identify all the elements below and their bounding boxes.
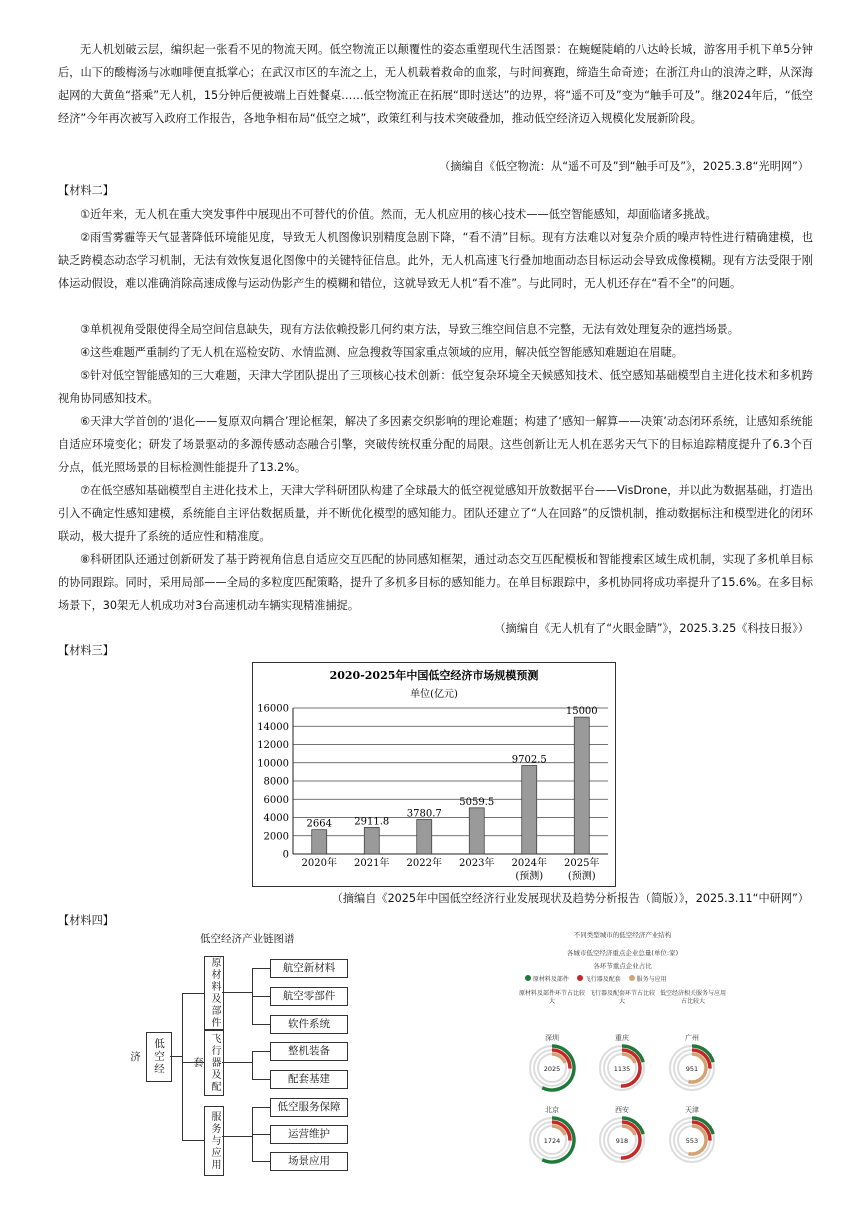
- y-tick-label: 12000: [257, 740, 289, 751]
- chart-title: 2020-2025年中国低空经济市场规模预测: [329, 669, 539, 682]
- bar-value-label: 9702.5: [511, 754, 547, 766]
- y-tick-label: 10000: [257, 758, 289, 770]
- tree-connector: [252, 1051, 270, 1052]
- industry-chain-diagram: [129, 928, 370, 1178]
- tree-item: 场景应用: [270, 1152, 348, 1171]
- bar: [574, 717, 589, 854]
- legend-label: 飞行器及配套: [584, 976, 621, 983]
- city-name: 广州: [685, 1034, 699, 1042]
- tree-connector: [252, 1024, 270, 1025]
- material3-source: （摘编自《2025年中国低空经济行业发展现状及趋势分析报告（简版）》，2025.3.11“中研网”）: [331, 892, 809, 905]
- tree-connector: [182, 993, 204, 994]
- tree-connector: [252, 1107, 270, 1108]
- material1-source: （摘编自《低空物流：从“遥不可及”到“触手可及”》，2025.3.8“光明网”）: [439, 160, 809, 173]
- bar-value-label: 2664: [306, 818, 332, 830]
- x-tick-label: 2023年: [459, 858, 495, 869]
- ring-category: 飞行器及配套环节占比较大: [589, 990, 656, 1005]
- tree-connector: [252, 968, 270, 969]
- material4-heading: 【材料四】: [58, 914, 114, 927]
- city-total: 2025: [543, 1065, 561, 1073]
- bar: [312, 830, 327, 854]
- tree-group-aircraft: 飞行器及配套: [204, 1030, 224, 1096]
- tree-connector: [222, 1136, 252, 1137]
- chart-subtitle: 单位(亿元): [410, 689, 458, 700]
- tree-root: 低空经济: [146, 1032, 172, 1082]
- city-structure-graphic: [515, 928, 730, 1168]
- tree-connector: [222, 992, 252, 993]
- material2-paragraph: ⑧科研团队还通过创新研发了基于跨视角信息自适应交互匹配的协同感知框架，通过动态交互匹配模板和智能搜索区域生成机制，实现了多机单目标的协同跟踪。同时，采用局部——全局的多粒度匹配策略，提升了多机多目标的感知能力。在单目标跟踪中，多机协同将成功率提升了15.6%。在多目标场景下，30架无人机成功对3台高速机动车辆实现精准捕捉。: [58, 553, 813, 612]
- ring-category: 低空经济相关服务与应用占比较大: [659, 990, 726, 1005]
- material2-source: （摘编自《无人机有了“火眼金睛”》，2025.3.25《科技日报》）: [494, 622, 809, 635]
- y-tick-label: 14000: [257, 721, 289, 733]
- material2-paragraph: ⑤针对低空智能感知的三大难题，天津大学团队提出了三项核心技术创新：低空复杂环境全天候感知技术、低空感知基础模型自主进化技术和多机跨视角协同感知技术。: [58, 369, 813, 405]
- city-total: 1724: [543, 1137, 561, 1145]
- material2-heading: 【材料二】: [58, 184, 114, 197]
- rings-title: 不同类型城市的低空经济产业结构: [573, 931, 672, 939]
- y-tick-label: 0: [282, 849, 289, 861]
- x-tick-label: 2025年: [564, 858, 600, 869]
- rings-subtitle: 各城市低空经济重点企业总量(单位:家): [566, 949, 679, 957]
- city-total: 1135: [613, 1065, 631, 1073]
- tree-item: 运营维护: [270, 1125, 348, 1144]
- tree-group-materials: 原材料及部件: [204, 956, 224, 1030]
- tree-connector: [222, 1062, 252, 1063]
- material2-paragraph: ③单机视角受限使得全局空间信息缺失，现有方法依赖投影几何约束方法，导致三维空间信息不完整，无法有效处理复杂的遮挡场景。: [80, 323, 739, 336]
- bar-value-label: 15000: [565, 706, 598, 718]
- bar-value-label: 2911.8: [354, 816, 390, 828]
- tree-item: 整机装备: [270, 1042, 348, 1061]
- market-size-bar-chart: [252, 662, 616, 887]
- bar-value-label: 5059.5: [459, 796, 495, 808]
- city-name: 深圳: [545, 1034, 559, 1042]
- x-tick-label: (预测): [515, 871, 544, 882]
- material2-paragraph: ④这些难题严重制约了无人机在巡检安防、水情监测、应急搜救等国家重点领域的应用，解决低空智能感知难题迫在眉睫。: [80, 346, 683, 359]
- y-tick-label: 16000: [257, 703, 289, 715]
- tree-item: 软件系统: [270, 1015, 348, 1034]
- tree-item: 低空服务保障: [270, 1098, 348, 1117]
- tree-connector: [182, 993, 183, 1141]
- bar: [469, 808, 484, 854]
- tree-connector: [252, 996, 270, 997]
- tree-item: 航空新材料: [270, 959, 348, 978]
- city-name: 天津: [685, 1106, 699, 1114]
- tree-connector: [170, 1056, 182, 1057]
- tree-item: 航空零部件: [270, 987, 348, 1006]
- x-tick-label: 2022年: [406, 858, 442, 869]
- legend-label: 服务与应用: [636, 976, 667, 983]
- city-name: 重庆: [615, 1034, 629, 1042]
- tree-connector: [252, 1079, 270, 1080]
- industry-chain-title: 低空经济产业链图谱: [200, 933, 295, 945]
- tree-connector: [252, 1051, 253, 1079]
- y-tick-label: 2000: [263, 831, 289, 843]
- material3-heading: 【材料三】: [58, 644, 114, 657]
- material2-paragraph: ①近年来，无人机在重大突发事件中展现出不可替代的价值。然而，无人机应用的核心技术——低空智能感知，却面临诸多挑战。: [80, 208, 717, 221]
- x-tick-label: 2021年: [354, 858, 390, 869]
- legend-label: 原材料及部件: [532, 976, 569, 983]
- y-tick-label: 6000: [263, 794, 289, 806]
- ring-category: 原材料及部件环节占比较大: [519, 990, 586, 1005]
- tree-item: 配套基建: [270, 1070, 348, 1089]
- material2-paragraph: ⑦在低空感知基础模型自主进化技术上，天津大学科研团队构建了全球最大的低空视觉感知开放数据平台——VisDrone，并以此为数据基础，打造出引入不确定性感知建模，系统能自主评估数据质量，并不断优化模型的感知能力。团队还建立了“人在回路”的反馈机制，推动数据标注和模型进化的闭环联动，极大提升了系统的适应性和精准度。: [58, 484, 813, 543]
- x-tick-label: 2020年: [301, 858, 337, 869]
- material2-paragraph: ⑥天津大学首创的‘退化——复原双向耦合’理论框架，解决了多因素交织影响的理论难题；构建了‘感知一解算——决策’动态闭环系统，让感知系统能自适应环境变化；研发了场景驱动的多源传感动态融合引擎，突破传统权重分配的局限。这些创新让无人机在恶劣天气下的目标追踪精度提升了6.3个百分点，低光照场景的目标检测性能提升了13.2%。: [58, 415, 813, 474]
- y-tick-label: 4000: [263, 813, 289, 824]
- tree-connector: [252, 1134, 270, 1135]
- x-tick-label: (预测): [567, 871, 596, 882]
- material1-paragraph: 无人机划破云层，编织起一张看不见的物流天网。低空物流正以颠覆性的姿态重塑现代生活图景：在蜿蜒陡峭的八达岭长城，游客用手机下单5分钟后，山下的酸梅汤与冰咖啡便直抵掌心；在武汉市区的车流之上，无人机载着救命的血浆，与时间赛跑，缔造生命奇迹；在浙江舟山的浪涛之畔，从深海起网的大黄鱼“搭乘”无人机，15分钟后便被端上百姓餐桌……低空物流正在拓展“即时送达”的边界，将“遥不可及”变为“触手可及”。继2024年后，“低空经济”今年再次被写入政府工作报告，各地争相布局“低空之城”，政策红利与技术突破叠加，推动低空经济迈入规模化发展新阶段。: [58, 43, 813, 125]
- city-name: 西安: [615, 1106, 629, 1114]
- bar: [364, 827, 379, 854]
- city-total: 553: [685, 1137, 699, 1145]
- city-name: 北京: [545, 1106, 559, 1114]
- material2-paragraph: ②雨雪雾霾等天气显著降低环境能见度，导致无人机图像识别精度急剧下降，“看不清”目标。现有方法难以对复杂介质的噪声特性进行精确建模，也缺乏跨模态动态学习机制，无法有效恢复退化图像中的关键特征信息。此外，无人机高速飞行叠加地面动态目标运动会导致成像模糊。现有方法受限于刚体运动假设，难以准确消除高速成像与运动伪影产生的模糊和错位，这就导致无人机“看不准”。与此同时，无人机还存在“看不全”的问题。: [58, 231, 813, 290]
- bar: [417, 820, 432, 854]
- bar-value-label: 3780.7: [406, 808, 442, 820]
- bar: [522, 765, 537, 854]
- rings-legend-title: 各环节重点企业占比: [593, 962, 652, 970]
- tree-connector: [252, 1161, 270, 1162]
- y-tick-label: 8000: [263, 776, 289, 788]
- x-tick-label: 2024年: [511, 858, 547, 869]
- tree-connector: [182, 1140, 204, 1141]
- city-total: 918: [615, 1137, 629, 1145]
- city-total: 951: [685, 1065, 699, 1073]
- tree-group-services: 服务与应用: [204, 1106, 224, 1176]
